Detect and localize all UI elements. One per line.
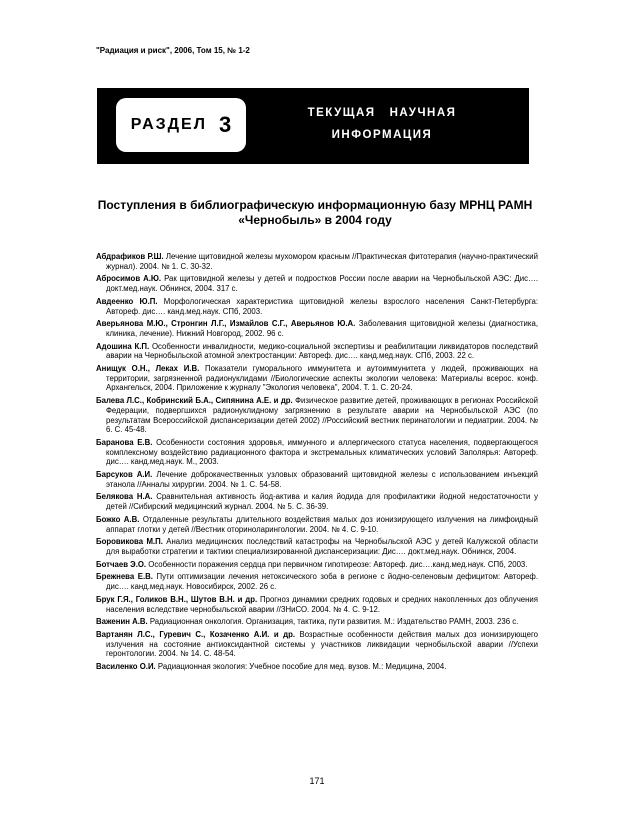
entry-author: Боровикова М.П. xyxy=(96,537,163,547)
entry-text: Особенности инвалидности, медико-социальной экспертизы и реабилитации ликвидаторов последствий аварии на Чернобыльской атомной электростанции: Автореф. дис…. канд.мед.наук. СПб, 2003. 22 с. xyxy=(106,341,538,361)
bibliography-entry xyxy=(96,364,538,393)
entry-author: Брук Г.Я., Голиков В.Н., Шутов В.Н. и др. xyxy=(96,594,258,604)
bibliography-entry xyxy=(96,515,538,534)
section-word: РАЗДЕЛ xyxy=(130,116,207,133)
entry-author: Ботчаев Э.О. xyxy=(96,559,147,569)
entry-text: Рак щитовидной железы у детей и подростков России после аварии на Чернобыльской АЭС: Дис…. докт.мед.наук. Обнинск, 2004. 317 с. xyxy=(106,274,538,294)
page-title-line2: «Чернобыль» в 2004 году xyxy=(238,213,392,227)
entry-text: Заболевания щитовидной железы (диагностика, клиника, лечение). Нижний Новгород, 2002. 96 с. xyxy=(106,319,538,338)
entry-text: Возрастные особенности действия малых доз ионизирующего излучения на состояние антиоксидантной системы у участников ликвидации чернобыльской аварии //Успехи геронтологии. 2004. № 14. С. 48-54. xyxy=(106,629,538,659)
entry-author: Адошина К.П. xyxy=(96,341,150,351)
entry-author: Аверьянова М.Ю., Стронгин Л.Г., Измайлов С.Г., Аверьянов Ю.А. xyxy=(96,319,356,329)
entry-author: Абдрафиков Р.Ш. xyxy=(96,252,164,261)
bibliography-entry xyxy=(96,274,538,293)
entry-author: Важенин А.В. xyxy=(96,617,148,627)
entry-author: Барсуков А.И. xyxy=(96,470,153,480)
bibliography-list xyxy=(96,252,538,675)
page-title-line1: Поступления в библиографическую информационную базу МРНЦ РАМН xyxy=(97,198,533,212)
running-head: "Радиация и риск", 2006, Том 15, № 1-2 xyxy=(96,46,250,55)
section-number: 3 xyxy=(218,112,232,137)
entry-author: Авдеенко Ю.П. xyxy=(96,296,158,306)
bibliography-entry xyxy=(96,630,538,659)
entry-text: Показатели гуморального иммунитета и аутоиммунитета у людей, проживающих на территории, загрязненной радионуклидами //Биологические аспекты экологии человека: Материалы всерос. конф. Архангельск, 2004. Приложение к журналу "Экология человека", 2004. Т. 1. С. 20-24. xyxy=(106,364,539,393)
entry-author: Балева Л.С., Кобринский Б.А., Сипянина А.Е. и др. xyxy=(96,396,293,406)
entry-text: Анализ медицинских последствий катастрофы на Чернобыльской АЭС у детей Калужской области для выработки стратегии и тактики специализированной диспансеризации: Дис…. докт.мед.наук. Обнинск, 2004. xyxy=(106,537,538,556)
page-title xyxy=(96,198,534,228)
bibliography-entry xyxy=(96,617,538,627)
page-number: 171 xyxy=(309,776,325,786)
entry-author: Анищук О.Н., Леках И.В. xyxy=(96,364,200,374)
bibliography-entry xyxy=(96,342,538,361)
entry-text: Пути оптимизации лечения нетоксического зоба в регионе с йодно-селеновым дефицитом: Автореф. дис…. канд.мед.наук. Новосибирск, 2002. 26 с. xyxy=(106,572,539,592)
section-label-box xyxy=(116,98,246,152)
bibliography-entry xyxy=(96,470,538,489)
section-title-line1: ТЕКУЩАЯ НАУЧНАЯ xyxy=(307,107,457,119)
entry-text: Сравнительная активность йод-актива и калия йодида для профилактики йодной недостаточности у детей //Сибирский медицинский журнал. 2004. № 5. С. 36-39. xyxy=(106,492,538,512)
entry-text: Отдаленные результаты длительного воздействия малых доз ионизирующего излучения на лимфоидный аппарат глотки у детей //Вестник оториноларингологии. 2004. № 4. С. 9-10. xyxy=(106,514,538,534)
bibliography-entry xyxy=(96,252,538,271)
bibliography-entry xyxy=(96,595,538,614)
entry-text: Морфологическая характеристика щитовидной железы взрослого населения Санкт-Петербурга: Автореф. дис…. канд.мед.наук. СПб, 2003. xyxy=(106,296,538,316)
entry-text: Особенности состояния здоровья, иммунного и аллергического статуса населения, подвергающегося комплексному воздействию радиационного фактора и экстремальных климатических условий Заполярья: Автореф. дис…. канд.мед.наук. М., 2003. xyxy=(106,437,538,467)
bibliography-entry xyxy=(96,396,538,435)
bibliography-entry xyxy=(96,662,538,672)
bibliography-entry xyxy=(96,492,538,511)
entry-author: Брежнева Е.В. xyxy=(96,572,153,582)
bibliography-entry xyxy=(96,297,538,316)
entry-author: Василенко О.И. xyxy=(96,662,156,672)
entry-text: Радиационная экология: Учебное пособие для мед. вузов. М.: Медицина, 2004. xyxy=(155,662,447,672)
bibliography-entry xyxy=(96,560,538,570)
entry-author: Белякова Н.А. xyxy=(96,492,153,502)
entry-author: Абросимов А.Ю. xyxy=(96,274,162,284)
bibliography-entry xyxy=(96,319,538,338)
entry-text: Лечение щитовидной железы мухомором красным //Практическая фитотерапия (научно-практический журнал). 2004. № 1. С. 30-32. xyxy=(106,252,538,271)
entry-author: Вартанян Л.С., Гуревич С., Козаченко А.И. и др. xyxy=(96,629,295,639)
entry-text: Особенности поражения сердца при первичном гипотиреозе: Автореф. дис….канд.мед.наук. СПб, 2003. xyxy=(146,559,528,569)
bibliography-entry xyxy=(96,537,538,556)
entry-text: Радиационная онкология. Организация, тактика, пути развития. М.: Издательство РАМН, 2003. 236 с. xyxy=(147,617,519,627)
section-title-line2: ИНФОРМАЦИЯ xyxy=(331,129,433,141)
entry-text: Лечение доброкачественных узловых образований щитовидной железы с использованием инъекций этанола //Анналы хирургии. 2004. № 1. С. 54-58. xyxy=(106,470,538,489)
bibliography-entry xyxy=(96,572,538,591)
entry-author: Баранова Е.В. xyxy=(96,437,153,447)
entry-text: Физическое развитие детей, проживающих в регионах Российской Федерации, подвергшихся радионуклидному загрязнению в результате аварии на Чернобыльской АЭС (по результатам Всероссийской диспансеризации детей 2002) //Российский вестник перинатологии и педиатрии. 2004. № 6. С. 45-48. xyxy=(106,396,538,435)
entry-text: Прогноз динамики средних годовых и средних накопленных доз облучения населения вследствие чернобыльской аварии //ЗНиСО. 2004. № 4. С. 9-12. xyxy=(106,594,538,614)
section-title xyxy=(262,102,502,146)
bibliography-entry xyxy=(96,438,538,467)
entry-author: Божко А.В. xyxy=(96,514,140,524)
